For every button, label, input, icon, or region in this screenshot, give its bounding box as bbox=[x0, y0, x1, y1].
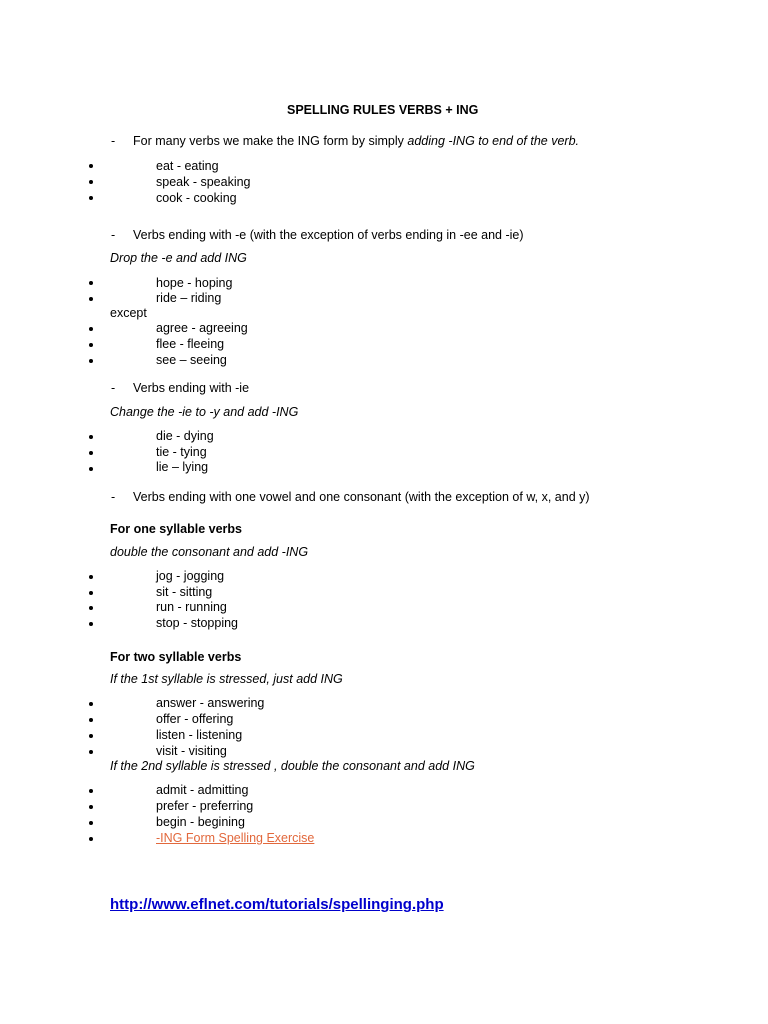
two-syllable-heading: For two syllable verbs bbox=[110, 650, 242, 664]
rule-dash: - bbox=[111, 228, 116, 242]
bullet-icon bbox=[89, 196, 93, 200]
list-item: prefer - preferring bbox=[156, 799, 254, 813]
exercise-link[interactable]: -ING Form Spelling Exercise bbox=[156, 831, 315, 845]
bullet-icon bbox=[89, 837, 93, 841]
list-item: agree - agreeing bbox=[156, 321, 248, 335]
list-item: admit - admitting bbox=[156, 783, 249, 797]
list-item: jog - jogging bbox=[156, 569, 225, 583]
bullet-icon bbox=[89, 359, 93, 363]
list-item: run - running bbox=[156, 600, 227, 614]
bullet-icon bbox=[89, 821, 93, 825]
rule3-instruction: Change the -ie to -y and add -ING bbox=[110, 405, 299, 419]
bullet-icon bbox=[89, 164, 93, 168]
bullet-icon bbox=[89, 343, 93, 347]
list-item: stop - stopping bbox=[156, 616, 238, 630]
bullet-icon bbox=[89, 327, 93, 331]
list-item: die - dying bbox=[156, 429, 214, 443]
list-item: hope - hoping bbox=[156, 276, 233, 290]
bullet-icon bbox=[89, 789, 93, 793]
rule1-text bbox=[133, 133, 579, 149]
list-item: eat - eating bbox=[156, 159, 219, 173]
list-item: answer - answering bbox=[156, 696, 265, 710]
rule2-instruction: Drop the -e and add ING bbox=[110, 251, 247, 265]
rule-dash: - bbox=[111, 134, 116, 148]
source-url-link[interactable]: http://www.eflnet.com/tutorials/spellinging.php bbox=[110, 896, 444, 913]
list-item: ride – riding bbox=[156, 291, 222, 305]
rule1-text-plain: For many verbs we make the ING form by simply bbox=[133, 134, 408, 148]
bullet-icon bbox=[89, 435, 93, 439]
bullet-icon bbox=[89, 622, 93, 626]
rule4-text: Verbs ending with one vowel and one consonant (with the exception of w, x, and y) bbox=[133, 490, 590, 504]
list-item: flee - fleeing bbox=[156, 337, 225, 351]
list-item: cook - cooking bbox=[156, 191, 237, 205]
bullet-icon bbox=[89, 467, 93, 471]
bullet-icon bbox=[89, 750, 93, 754]
bullet-icon bbox=[89, 575, 93, 579]
two-syllable-instruction-1st: If the 1st syllable is stressed, just add ING bbox=[110, 672, 343, 686]
list-item: sit - sitting bbox=[156, 585, 213, 599]
list-item: speak - speaking bbox=[156, 175, 251, 189]
bullet-icon bbox=[89, 451, 93, 455]
list-item: begin - begining bbox=[156, 815, 245, 829]
bullet-icon bbox=[89, 606, 93, 610]
bullet-icon bbox=[89, 297, 93, 301]
bullet-icon bbox=[89, 281, 93, 285]
list-item: tie - tying bbox=[156, 445, 207, 459]
list-item: listen - listening bbox=[156, 728, 243, 742]
list-item: see – seeing bbox=[156, 353, 227, 367]
rule-dash: - bbox=[111, 381, 116, 395]
rule1-text-italic: adding -ING to end of the verb. bbox=[407, 134, 580, 148]
page-title: SPELLING RULES VERBS + ING bbox=[287, 103, 479, 117]
list-item: lie – lying bbox=[156, 460, 209, 474]
bullet-icon bbox=[89, 805, 93, 809]
list-item: offer - offering bbox=[156, 712, 234, 726]
rule-dash: - bbox=[111, 490, 116, 504]
bullet-icon bbox=[89, 734, 93, 738]
bullet-icon bbox=[89, 180, 93, 184]
one-syllable-instruction: double the consonant and add -ING bbox=[110, 545, 309, 559]
rule2-text: Verbs ending with -e (with the exception of verbs ending in -ee and -ie) bbox=[133, 228, 524, 242]
bullet-icon bbox=[89, 702, 93, 706]
one-syllable-heading: For one syllable verbs bbox=[110, 522, 242, 536]
list-item: visit - visiting bbox=[156, 744, 227, 758]
bullet-icon bbox=[89, 718, 93, 722]
except-label: except bbox=[110, 306, 147, 320]
bullet-icon bbox=[89, 591, 93, 595]
rule3-text: Verbs ending with -ie bbox=[133, 381, 250, 395]
two-syllable-instruction-2nd: If the 2nd syllable is stressed , double the consonant and add ING bbox=[110, 759, 475, 773]
